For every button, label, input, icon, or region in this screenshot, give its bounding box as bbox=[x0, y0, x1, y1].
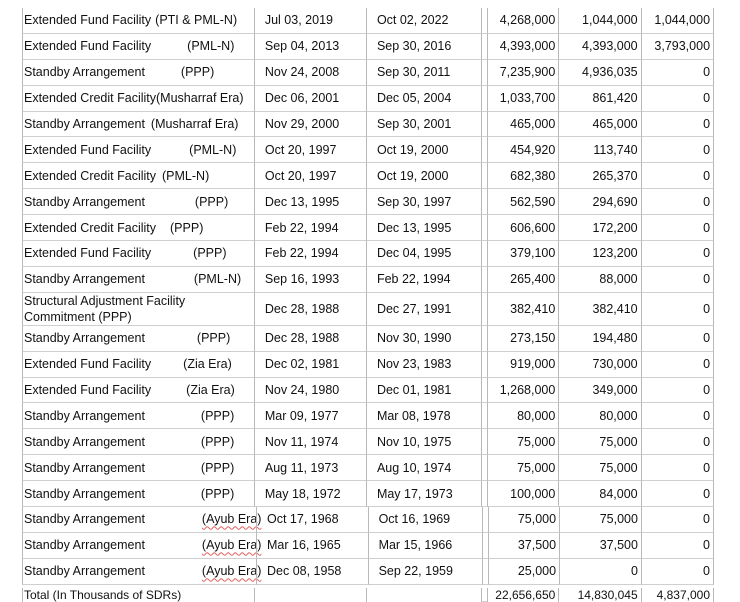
start-date-cell: Aug 11, 1973 bbox=[254, 455, 366, 481]
table-row bbox=[22, 60, 714, 86]
start-date-cell: Feb 22, 1994 bbox=[254, 241, 366, 267]
amount-drawn-cell: 88,000 bbox=[558, 267, 640, 293]
regime-label: (PPP) bbox=[193, 246, 227, 261]
amount-drawn-cell: 382,410 bbox=[558, 293, 640, 326]
facility-name: Extended Fund Facility bbox=[24, 383, 152, 398]
facility-cell bbox=[22, 352, 254, 378]
total-approved: 22,656,650 bbox=[487, 588, 558, 602]
amount-approved-cell: 682,380 bbox=[487, 163, 558, 189]
table-row bbox=[22, 455, 714, 481]
start-date-cell: Dec 06, 2001 bbox=[254, 86, 366, 112]
total-label: Total (In Thousands of SDRs) bbox=[22, 588, 254, 602]
table-row bbox=[22, 293, 714, 326]
amount-outstanding-cell: 0 bbox=[641, 189, 714, 215]
amount-drawn-cell: 75,000 bbox=[558, 455, 640, 481]
facility-cell bbox=[22, 507, 262, 533]
amount-approved-cell: 265,400 bbox=[487, 267, 558, 293]
regime-label: (PPP) bbox=[200, 408, 235, 423]
start-date-cell: Nov 11, 1974 bbox=[254, 429, 366, 455]
amount-drawn-cell: 861,420 bbox=[558, 86, 640, 112]
end-date-cell: Oct 19, 2000 bbox=[366, 163, 481, 189]
regime-label: (Musharraf Era) bbox=[150, 117, 239, 131]
facility-name: Extended Fund Facility bbox=[24, 142, 152, 157]
table-row bbox=[22, 8, 714, 34]
facility-cell bbox=[22, 189, 254, 215]
amount-drawn-cell: 80,000 bbox=[558, 403, 640, 429]
regime-label: (PTI & PML-N) bbox=[155, 13, 238, 28]
amount-approved-cell: 454,920 bbox=[487, 137, 558, 163]
table-row bbox=[22, 559, 714, 585]
end-date-cell: Dec 04, 1995 bbox=[366, 241, 481, 267]
amount-outstanding-cell: 0 bbox=[641, 163, 714, 189]
regime-label: (PPP) bbox=[200, 486, 235, 501]
end-date-cell: Oct 02, 2022 bbox=[366, 8, 481, 34]
end-date-cell: Oct 19, 2000 bbox=[366, 137, 481, 163]
end-date-cell: Sep 30, 2001 bbox=[366, 112, 481, 138]
start-date-cell: Mar 09, 1977 bbox=[254, 403, 366, 429]
end-date-cell: Aug 10, 1974 bbox=[366, 455, 481, 481]
amount-approved-cell: 25,000 bbox=[488, 559, 559, 585]
table-row bbox=[22, 137, 714, 163]
facility-cell bbox=[22, 34, 254, 60]
amount-outstanding-cell: 0 bbox=[641, 352, 714, 378]
table-row bbox=[22, 241, 714, 267]
regime-label: (Zia Era) bbox=[186, 383, 235, 398]
facility-cell bbox=[22, 429, 254, 455]
regime-label: (PML-N) bbox=[193, 272, 242, 287]
amount-approved-cell: 4,268,000 bbox=[487, 8, 558, 34]
amount-drawn-cell: 172,200 bbox=[558, 215, 640, 241]
amount-approved-cell: 1,033,700 bbox=[487, 86, 558, 112]
facility-name: Standby Arrangement bbox=[24, 331, 145, 346]
end-date-cell: Oct 16, 1969 bbox=[368, 507, 483, 533]
end-date-cell: Sep 30, 2016 bbox=[366, 34, 481, 60]
amount-outstanding-cell: 3,793,000 bbox=[641, 34, 714, 60]
regime-label: (PPP) bbox=[194, 194, 229, 209]
facility-cell bbox=[22, 326, 254, 352]
amount-approved-cell: 465,000 bbox=[487, 112, 558, 138]
facility-name: Standby Arrangement bbox=[24, 486, 145, 501]
amount-drawn-cell: 194,480 bbox=[558, 326, 640, 352]
facility-name: Standby Arrangement bbox=[24, 460, 145, 475]
amount-drawn-cell: 265,370 bbox=[558, 163, 640, 189]
amount-outstanding-cell: 0 bbox=[641, 326, 714, 352]
table-row bbox=[22, 215, 714, 241]
end-date-cell: Feb 22, 1994 bbox=[366, 267, 481, 293]
facility-cell bbox=[22, 112, 254, 138]
amount-outstanding-cell: 0 bbox=[641, 241, 714, 267]
amount-outstanding-cell: 0 bbox=[641, 86, 714, 112]
start-date-cell: Dec 02, 1981 bbox=[254, 352, 366, 378]
start-date-cell: Dec 28, 1988 bbox=[254, 326, 366, 352]
end-date-cell: Dec 13, 1995 bbox=[366, 215, 481, 241]
facility-cell bbox=[22, 378, 254, 404]
facility-name: Standby Arrangement bbox=[24, 434, 145, 449]
end-date-cell: Sep 22, 1959 bbox=[368, 559, 483, 585]
start-date-cell: May 18, 1972 bbox=[254, 481, 366, 507]
end-date-cell: Dec 01, 1981 bbox=[366, 378, 481, 404]
amount-outstanding-cell: 0 bbox=[641, 293, 714, 326]
table-row bbox=[22, 326, 714, 352]
amount-outstanding-cell: 0 bbox=[641, 507, 714, 533]
total-empty-start bbox=[254, 588, 366, 602]
table-row bbox=[22, 533, 714, 559]
amount-outstanding-cell: 0 bbox=[641, 533, 714, 559]
facility-name: Extended Credit Facility bbox=[24, 220, 157, 235]
amount-outstanding-cell: 0 bbox=[641, 215, 714, 241]
amount-outstanding-cell: 0 bbox=[641, 403, 714, 429]
regime-label: (PPP) bbox=[200, 460, 235, 475]
start-date-cell: Jul 03, 2019 bbox=[254, 8, 366, 34]
amount-approved-cell: 1,268,000 bbox=[487, 378, 558, 404]
facility-cell bbox=[22, 137, 254, 163]
amount-drawn-cell: 1,044,000 bbox=[558, 8, 640, 34]
amount-drawn-cell: 4,936,035 bbox=[558, 60, 640, 86]
amount-approved-cell: 273,150 bbox=[487, 326, 558, 352]
total-outstanding: 4,837,000 bbox=[641, 588, 714, 602]
table-row bbox=[22, 86, 714, 112]
facility-name: Extended Fund Facility bbox=[24, 246, 152, 261]
facility-name: Standby Arrangement bbox=[24, 564, 145, 579]
end-date-cell: Nov 10, 1975 bbox=[366, 429, 481, 455]
table-row bbox=[22, 112, 714, 138]
table-row bbox=[22, 34, 714, 60]
start-date-cell: Feb 22, 1994 bbox=[254, 215, 366, 241]
amount-drawn-cell: 4,393,000 bbox=[558, 34, 640, 60]
table-row bbox=[22, 481, 714, 507]
regime-label: (Zia Era) bbox=[183, 357, 232, 372]
amount-approved-cell: 75,000 bbox=[488, 507, 559, 533]
facility-cell bbox=[22, 267, 254, 293]
total-drawn: 14,830,045 bbox=[558, 588, 640, 602]
facility-name: Extended Credit Facility bbox=[24, 168, 157, 183]
amount-approved-cell: 100,000 bbox=[487, 481, 558, 507]
amount-drawn-cell: 123,200 bbox=[558, 241, 640, 267]
end-date-cell: Dec 27, 1991 bbox=[366, 293, 481, 326]
facility-name: Extended Fund Facility bbox=[24, 357, 152, 372]
facility-name: Standby Arrangement bbox=[24, 408, 145, 423]
end-date-cell: Nov 23, 1983 bbox=[366, 352, 481, 378]
table-row bbox=[22, 378, 714, 404]
facility-name: Standby Arrangement bbox=[24, 65, 145, 80]
amount-outstanding-cell: 0 bbox=[641, 112, 714, 138]
table-row bbox=[22, 403, 714, 429]
facility-name: Extended Fund Facility bbox=[24, 39, 152, 54]
start-date-cell: Dec 08, 1958 bbox=[256, 559, 368, 585]
start-date-cell: Oct 20, 1997 bbox=[254, 163, 366, 189]
regime-label: (Ayub Era) bbox=[201, 512, 262, 527]
amount-approved-cell: 919,000 bbox=[487, 352, 558, 378]
facility-cell bbox=[22, 293, 254, 326]
regime-label: (PML-N) bbox=[187, 39, 235, 54]
amount-drawn-cell: 349,000 bbox=[558, 378, 640, 404]
facility-cell bbox=[22, 533, 262, 559]
total-row bbox=[22, 588, 714, 602]
facility-name: Extended Fund Facility bbox=[24, 13, 152, 28]
amount-approved-cell: 606,600 bbox=[487, 215, 558, 241]
facility-cell bbox=[22, 481, 254, 507]
regime-label: (Musharraf Era) bbox=[156, 91, 244, 106]
facility-cell bbox=[22, 455, 254, 481]
start-date-cell: Nov 24, 1980 bbox=[254, 378, 366, 404]
amount-outstanding-cell: 0 bbox=[641, 267, 714, 293]
start-date-cell: Sep 04, 2013 bbox=[254, 34, 366, 60]
start-date-cell: Oct 17, 1968 bbox=[256, 507, 368, 533]
amount-approved-cell: 562,590 bbox=[487, 189, 558, 215]
amount-drawn-cell: 465,000 bbox=[558, 112, 640, 138]
amount-approved-cell: 7,235,900 bbox=[487, 60, 558, 86]
regime-label: (PML-N) bbox=[162, 168, 210, 183]
amount-drawn-cell: 75,000 bbox=[559, 507, 641, 533]
amount-outstanding-cell: 0 bbox=[641, 559, 714, 585]
imf-programs-table bbox=[22, 8, 714, 585]
amount-outstanding-cell: 0 bbox=[641, 378, 714, 404]
facility-cell bbox=[22, 241, 254, 267]
facility-name: Standby Arrangement bbox=[24, 194, 145, 209]
amount-approved-cell: 75,000 bbox=[487, 455, 558, 481]
facility-cell bbox=[22, 559, 262, 585]
facility-name: Standby Arrangement bbox=[24, 538, 145, 553]
amount-drawn-cell: 0 bbox=[559, 559, 641, 585]
end-date-cell: Mar 08, 1978 bbox=[366, 403, 481, 429]
amount-outstanding-cell: 0 bbox=[641, 137, 714, 163]
facility-name: Structural Adjustment Facility Commitment (PPP) bbox=[24, 293, 186, 324]
regime-label: (PML-N) bbox=[189, 142, 237, 157]
amount-drawn-cell: 84,000 bbox=[558, 481, 640, 507]
amount-outstanding-cell: 1,044,000 bbox=[641, 8, 714, 34]
regime-label: (PPP) bbox=[180, 65, 215, 80]
amount-approved-cell: 382,410 bbox=[487, 293, 558, 326]
facility-cell bbox=[22, 60, 254, 86]
table-row bbox=[22, 429, 714, 455]
facility-cell bbox=[22, 215, 254, 241]
facility-name: Standby Arrangement bbox=[24, 272, 145, 287]
total-empty-end bbox=[366, 588, 481, 602]
end-date-cell: May 17, 1973 bbox=[366, 481, 481, 507]
regime-label: (Ayub Era) bbox=[201, 538, 262, 553]
end-date-cell: Sep 30, 1997 bbox=[366, 189, 481, 215]
table-row bbox=[22, 267, 714, 293]
facility-cell bbox=[22, 8, 254, 34]
table-row bbox=[22, 507, 714, 533]
facility-cell bbox=[22, 86, 254, 112]
end-date-cell: Mar 15, 1966 bbox=[368, 533, 483, 559]
amount-outstanding-cell: 0 bbox=[641, 429, 714, 455]
amount-drawn-cell: 730,000 bbox=[558, 352, 640, 378]
start-date-cell: Dec 13, 1995 bbox=[254, 189, 366, 215]
table-row bbox=[22, 352, 714, 378]
facility-cell bbox=[22, 163, 254, 189]
amount-approved-cell: 379,100 bbox=[487, 241, 558, 267]
start-date-cell: Sep 16, 1993 bbox=[254, 267, 366, 293]
amount-outstanding-cell: 0 bbox=[641, 60, 714, 86]
start-date-cell: Dec 28, 1988 bbox=[254, 293, 366, 326]
regime-label: (PPP) bbox=[200, 434, 235, 449]
regime-label: (PPP) bbox=[170, 220, 204, 235]
start-date-cell: Nov 24, 2008 bbox=[254, 60, 366, 86]
end-date-cell: Sep 30, 2011 bbox=[366, 60, 481, 86]
table-row bbox=[22, 163, 714, 189]
start-date-cell: Nov 29, 2000 bbox=[254, 112, 366, 138]
amount-drawn-cell: 113,740 bbox=[558, 137, 640, 163]
start-date-cell: Oct 20, 1997 bbox=[254, 137, 366, 163]
facility-name: Standby Arrangement bbox=[24, 512, 145, 527]
amount-outstanding-cell: 0 bbox=[641, 481, 714, 507]
facility-name: Extended Credit Facility bbox=[24, 91, 157, 106]
start-date-cell: Mar 16, 1965 bbox=[256, 533, 368, 559]
regime-label: (PPP) bbox=[196, 331, 231, 346]
facility-name: Standby Arrangement bbox=[24, 117, 145, 131]
table-row bbox=[22, 189, 714, 215]
amount-approved-cell: 75,000 bbox=[487, 429, 558, 455]
end-date-cell: Nov 30, 1990 bbox=[366, 326, 481, 352]
amount-drawn-cell: 37,500 bbox=[559, 533, 641, 559]
amount-drawn-cell: 294,690 bbox=[558, 189, 640, 215]
end-date-cell: Dec 05, 2004 bbox=[366, 86, 481, 112]
amount-approved-cell: 4,393,000 bbox=[487, 34, 558, 60]
amount-approved-cell: 37,500 bbox=[488, 533, 559, 559]
amount-approved-cell: 80,000 bbox=[487, 403, 558, 429]
facility-cell bbox=[22, 403, 254, 429]
amount-drawn-cell: 75,000 bbox=[558, 429, 640, 455]
amount-outstanding-cell: 0 bbox=[641, 455, 714, 481]
regime-label: (Ayub Era) bbox=[201, 564, 262, 579]
